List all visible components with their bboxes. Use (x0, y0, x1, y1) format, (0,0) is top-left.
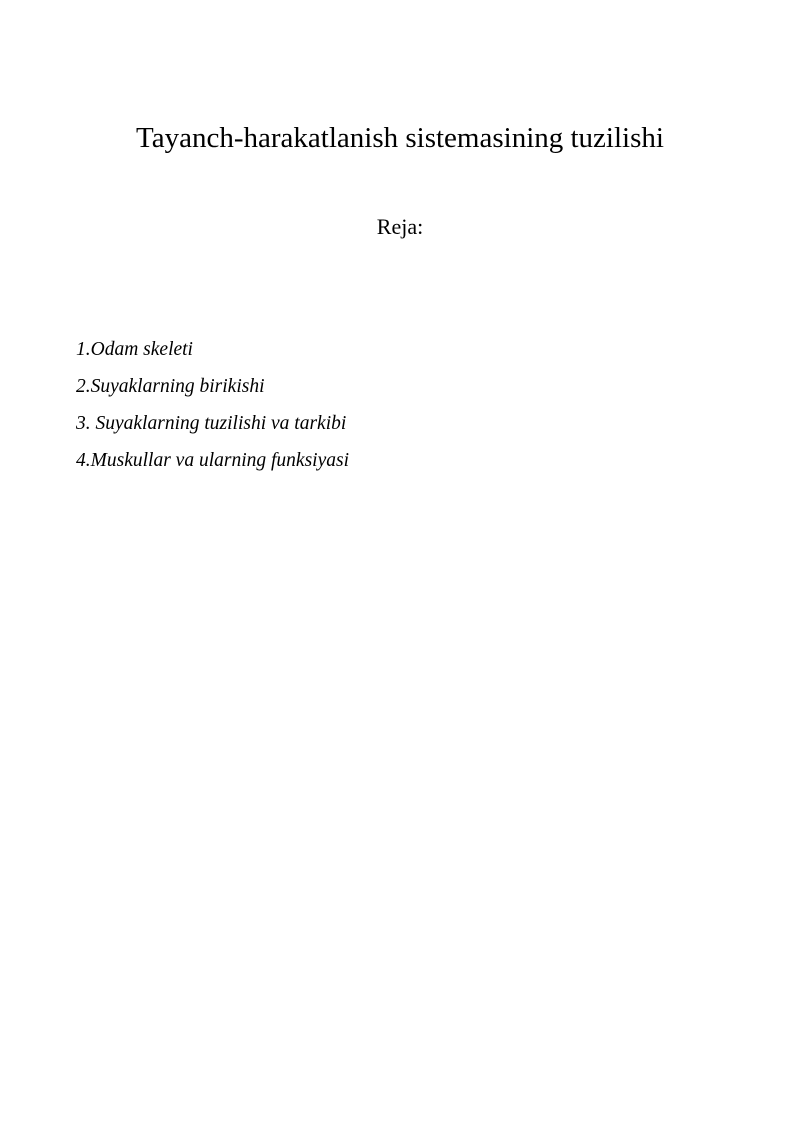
plan-item-1: 1.Odam skeleti (76, 339, 193, 360)
plan-list (76, 338, 349, 486)
plan-item-2: 2.Suyaklarning birikishi (76, 376, 265, 397)
plan-heading: Reja: (376, 214, 424, 239)
plan-item-3: 3. Suyaklarning tuzilishi va tarkibi (76, 413, 347, 434)
document-title: Tayanch-harakatlanish sistemasining tuzilishi (136, 122, 664, 154)
plan-item-4: 4.Muskullar va ularning funksiyasi (76, 450, 349, 471)
